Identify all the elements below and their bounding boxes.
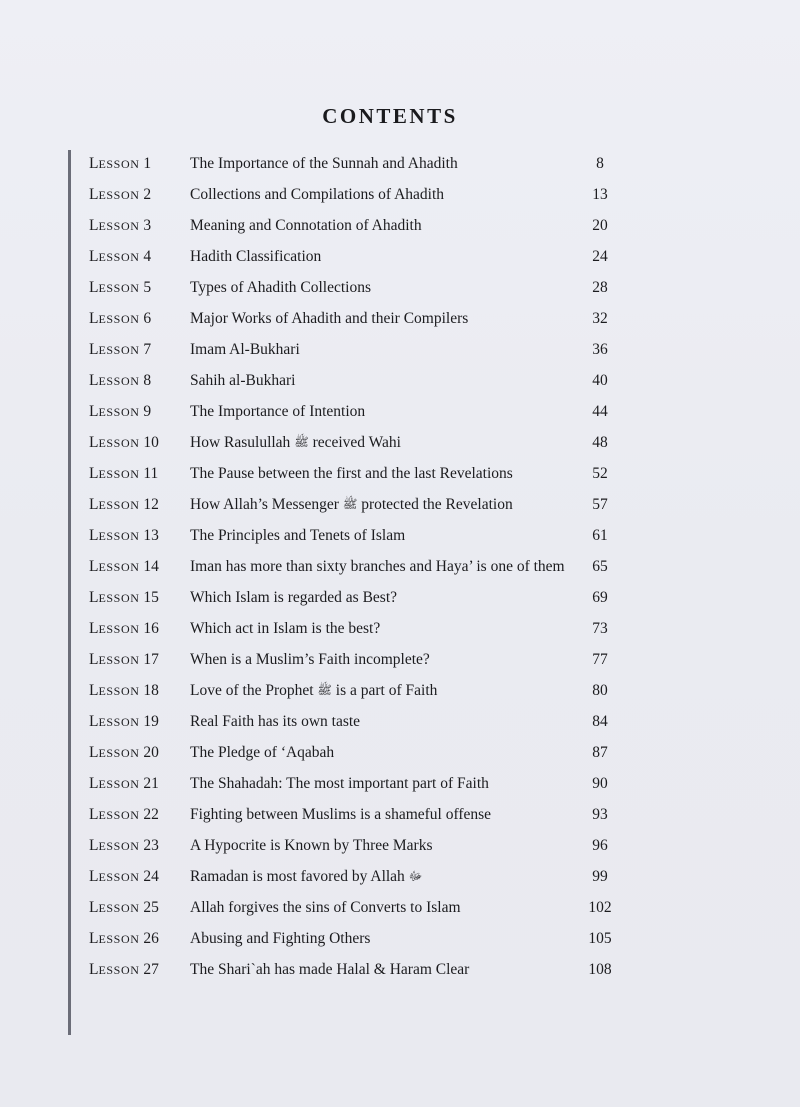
lesson-title: How Rasulullah ﷺ received Wahi [190,434,401,451]
page-number: 105 [588,930,612,947]
lesson-number: 24 [143,868,159,885]
toc-entry [0,861,800,892]
lesson-title: Allah forgives the sins of Converts to Islam [190,899,461,916]
lesson-title: A Hypocrite is Known by Three Marks [190,837,433,854]
lesson-number: 16 [143,620,159,637]
lesson-label: LESSON 1 [89,155,152,172]
toc-entry [0,303,800,334]
toc-entry [0,241,800,272]
lesson-number: 4 [143,248,152,265]
lesson-label: LESSON 17 [89,651,159,668]
lesson-title: Which Islam is regarded as Best? [190,589,398,606]
toc-entry [0,551,800,582]
lesson-label: LESSON 25 [89,899,159,916]
page-number: 57 [592,496,608,513]
lesson-title: Abusing and Fighting Others [190,930,371,947]
page-number: 87 [592,744,608,761]
page-number: 20 [592,217,608,234]
lesson-number: 2 [143,186,152,203]
toc-entry [0,768,800,799]
lesson-title: When is a Muslim’s Faith incomplete? [190,651,430,668]
lesson-number: 3 [143,217,152,234]
lesson-label: LESSON 15 [89,589,159,606]
page-number: 48 [592,434,608,451]
lesson-title: The Pause between the first and the last Revelations [190,465,513,482]
lesson-label: LESSON 24 [89,868,159,885]
toc-entry [0,892,800,923]
lesson-number: 21 [143,775,159,792]
lesson-number: 25 [143,899,159,916]
lesson-number: 15 [143,589,159,606]
toc-entry [0,334,800,365]
lesson-number: 23 [143,837,159,854]
lesson-label: LESSON 6 [89,310,152,327]
toc-entry [0,644,800,675]
lesson-label: LESSON 10 [89,434,159,451]
lesson-title: How Allah’s Messenger ﷺ protected the Revelation [190,496,513,513]
page-number: 44 [592,403,608,420]
toc-entry [0,737,800,768]
page-number: 28 [592,279,608,296]
lesson-number: 8 [143,372,152,389]
lesson-number: 26 [143,930,159,947]
lesson-title: Major Works of Ahadith and their Compilers [190,310,469,327]
page-number: 93 [592,806,608,823]
lesson-title: The Importance of the Sunnah and Ahadith [190,155,458,172]
toc-entry [0,458,800,489]
toc-entry [0,706,800,737]
lesson-title: The Shahadah: The most important part of Faith [190,775,489,792]
lesson-label: LESSON 23 [89,837,159,854]
toc-entry [0,613,800,644]
toc-entry [0,489,800,520]
lesson-label: LESSON 5 [89,279,152,296]
lesson-number: 22 [143,806,159,823]
lesson-label: LESSON 16 [89,620,159,637]
honorific-icon: ﷺ [294,435,309,449]
lesson-label: LESSON 11 [89,465,159,482]
lesson-label: LESSON 4 [89,248,152,265]
page-number: 102 [588,899,612,916]
lesson-title: Types of Ahadith Collections [190,279,372,296]
page-number: 13 [592,186,608,203]
toc-entry [0,427,800,458]
lesson-number: 14 [143,558,159,575]
table-of-contents [0,148,800,985]
lesson-number: 11 [143,465,159,482]
page-title: CONTENTS [322,104,458,128]
lesson-label: LESSON 12 [89,496,159,513]
toc-entry [0,799,800,830]
lesson-label: LESSON 8 [89,372,152,389]
lesson-title: Love of the Prophet ﷺ is a part of Faith [190,682,438,699]
page-number: 36 [592,341,608,358]
lesson-label: LESSON 9 [89,403,152,420]
lesson-title: Meaning and Connotation of Ahadith [190,217,422,234]
toc-entry [0,179,800,210]
lesson-number: 9 [143,403,152,420]
lesson-title: Ramadan is most favored by Allah ﷻ [190,868,423,885]
toc-entry [0,148,800,179]
page-number: 80 [592,682,608,699]
lesson-number: 17 [143,651,159,668]
toc-entry [0,830,800,861]
lesson-title: Sahih al-Bukhari [190,372,296,389]
lesson-title: Imam Al-Bukhari [190,341,300,358]
page-number: 69 [592,589,608,606]
toc-entry [0,582,800,613]
page-number: 96 [592,837,608,854]
lesson-label: LESSON 3 [89,217,152,234]
lesson-number: 5 [143,279,152,296]
page-number: 40 [592,372,608,389]
page-number: 84 [592,713,608,730]
lesson-number: 12 [143,496,159,513]
page-number: 73 [592,620,608,637]
page-number: 90 [592,775,608,792]
lesson-title: Iman has more than sixty branches and Haya’ is one of them [190,558,565,575]
toc-entry [0,365,800,396]
lesson-title: The Principles and Tenets of Islam [190,527,406,544]
lesson-label: LESSON 21 [89,775,159,792]
page-number: 99 [592,868,608,885]
toc-entry [0,520,800,551]
lesson-title: Real Faith has its own taste [190,713,361,730]
lesson-number: 20 [143,744,159,761]
page-number: 108 [588,961,612,978]
lesson-label: LESSON 18 [89,682,159,699]
lesson-title: The Shari`ah has made Halal & Haram Clear [190,961,470,978]
lesson-title: Hadith Classification [190,248,322,265]
lesson-label: LESSON 13 [89,527,159,544]
toc-entry [0,210,800,241]
lesson-title: The Importance of Intention [190,403,366,420]
page-number: 52 [592,465,608,482]
lesson-label: LESSON 14 [89,558,159,575]
toc-entry [0,675,800,706]
lesson-number: 1 [143,155,152,172]
lesson-number: 6 [143,310,152,327]
lesson-number: 19 [143,713,159,730]
lesson-number: 10 [143,434,159,451]
lesson-title: Fighting between Muslims is a shameful offense [190,806,492,823]
lesson-label: LESSON 22 [89,806,159,823]
page-number: 32 [592,310,608,327]
page-number: 24 [592,248,608,265]
lesson-label: LESSON 19 [89,713,159,730]
toc-entry [0,272,800,303]
lesson-title: Which act in Islam is the best? [190,620,381,637]
lesson-number: 7 [143,341,152,358]
lesson-number: 13 [143,527,159,544]
lesson-number: 18 [143,682,159,699]
page-number: 61 [592,527,608,544]
lesson-label: LESSON 2 [89,186,152,203]
toc-entry [0,954,800,985]
toc-entry [0,396,800,427]
page-number: 77 [592,651,608,668]
page-number: 8 [596,155,604,172]
lesson-label: LESSON 20 [89,744,159,761]
toc-entry [0,923,800,954]
lesson-title: Collections and Compilations of Ahadith [190,186,445,203]
honorific-icon: ﷺ [317,683,332,697]
lesson-label: LESSON 26 [89,930,159,947]
honorific-icon: ﷺ [342,497,358,511]
lesson-title: The Pledge of ‘Aqabah [190,744,335,761]
honorific-icon: ﷻ [408,869,423,883]
page-number: 65 [592,558,608,575]
lesson-number: 27 [143,961,159,978]
lesson-label: LESSON 7 [89,341,152,358]
lesson-label: LESSON 27 [89,961,159,978]
